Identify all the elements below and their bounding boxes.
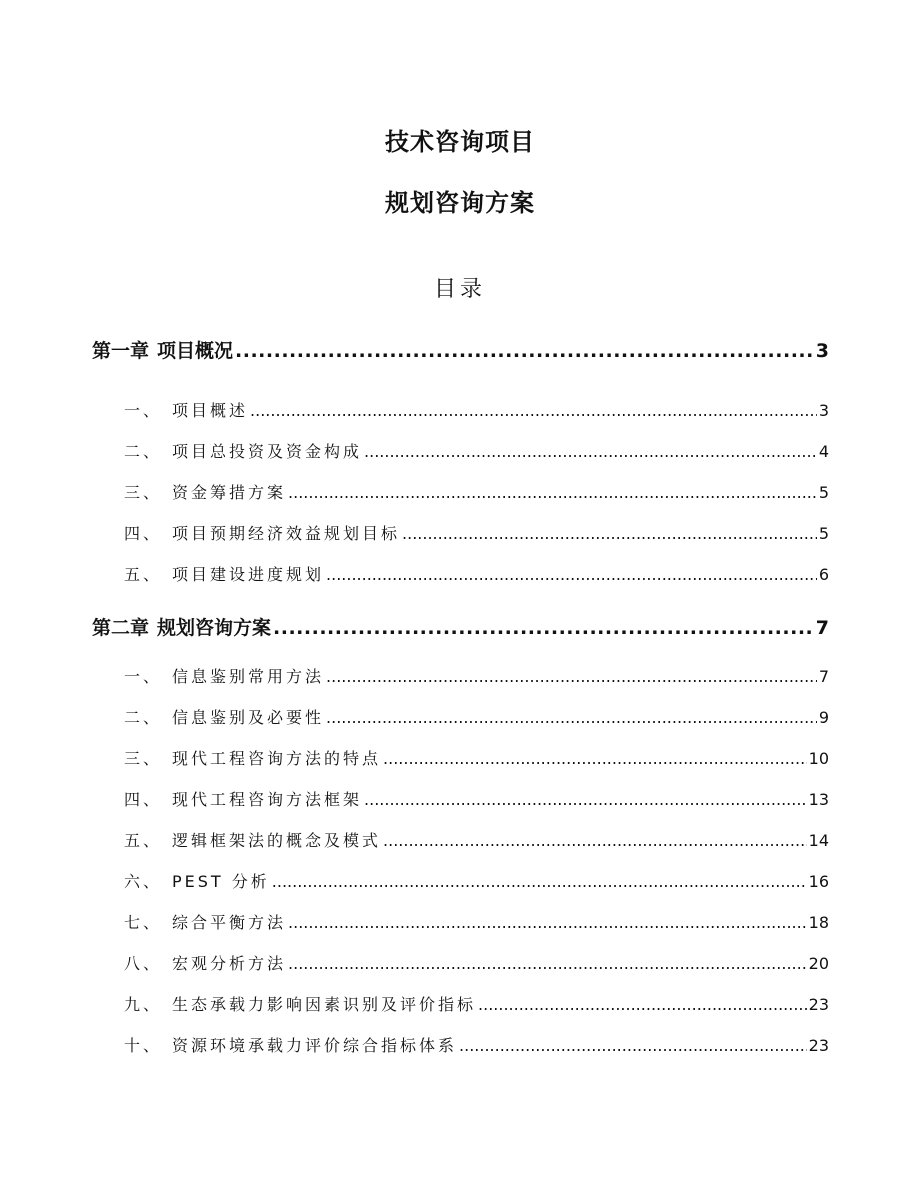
toc-dot-leader [273,617,814,639]
toc-entry-2-3[interactable] [124,746,829,769]
toc-entry-title: 现代工程咨询方法框架 [172,790,363,809]
document-title-line-2: 规划咨询方案 [385,189,535,217]
toc-entry-number: 八、 [124,954,163,973]
toc-entry-number: 三、 [124,483,163,502]
toc-entry-number: 五、 [124,565,163,584]
toc-dot-leader [326,708,817,727]
toc-entry-title: 资源环境承载力评价综合指标体系 [172,1036,458,1055]
toc-dot-leader [235,340,814,362]
toc-entry-title: 逻辑框架法的概念及模式 [172,831,382,850]
toc-entry-number: 二、 [124,708,163,727]
toc-entry-number: 十、 [124,1036,163,1055]
toc-entry-2-9[interactable] [124,992,829,1015]
toc-entry-title: PEST 分析 [172,872,270,891]
toc-dot-leader [383,831,807,850]
toc-entry-2-4[interactable] [124,787,829,810]
toc-entry-number: 三、 [124,749,163,768]
toc-page-number: 10 [808,749,829,768]
toc-entry-number: 四、 [124,524,163,543]
toc-page-number: 4 [818,442,829,461]
toc-entry-number: 五、 [124,831,163,850]
toc-chapter-title: 项目概况 [157,340,234,362]
toc-entry-number: 七、 [124,913,163,932]
toc-entry-number: 二、 [124,442,163,461]
toc-entry-title: 资金筹措方案 [172,483,287,502]
toc-dot-leader [326,565,817,584]
toc-entry-2-2[interactable] [124,705,829,728]
toc-page-number: 16 [808,872,829,891]
toc-entry-title: 现代工程咨询方法的特点 [172,749,382,768]
toc-entry-1-5[interactable] [124,562,829,585]
toc-chapter-number: 第二章 [92,617,150,639]
toc-entry-1-2[interactable] [124,439,829,462]
toc-page-number: 7 [818,667,829,686]
toc-entry-number: 六、 [124,872,163,891]
toc-page-number: 23 [808,995,829,1014]
toc-entry-2-7[interactable] [124,910,829,933]
toc-entry-number: 一、 [124,667,163,686]
toc-entry-title: 信息鉴别常用方法 [172,667,325,686]
toc-dot-leader [459,1036,807,1055]
toc-entry-title: 项目预期经济效益规划目标 [172,524,401,543]
toc-entry-1-4[interactable] [124,521,829,544]
toc-entry-title: 项目建设进度规划 [172,565,325,584]
toc-entry-2-8[interactable] [124,951,829,974]
toc-page-number: 3 [815,340,829,362]
toc-entry-title: 宏观分析方法 [172,954,287,973]
toc-dot-leader [326,667,817,686]
toc-page-number: 7 [815,617,829,639]
toc-entry-title: 生态承载力影响因素识别及评价指标 [172,995,477,1014]
toc-page-number: 5 [818,483,829,502]
toc-entry-number: 一、 [124,401,163,420]
document-title-line-1: 技术咨询项目 [385,128,535,156]
toc-entry-2-1[interactable] [124,664,829,687]
toc-dot-leader [288,483,817,502]
toc-entry-1-1[interactable] [124,398,829,421]
toc-dot-leader [364,442,817,461]
toc-entry-number: 四、 [124,790,163,809]
toc-dot-leader [383,749,807,768]
toc-entry-2-6[interactable] [124,869,829,892]
toc-dot-leader [250,401,817,420]
toc-page-number: 5 [818,524,829,543]
toc-dot-leader [364,790,807,809]
toc-page-number: 9 [818,708,829,727]
toc-chapter-number: 第一章 [92,340,150,362]
toc-page-number: 6 [818,565,829,584]
toc-entry-title: 项目概述 [172,401,249,420]
toc-page-number: 23 [808,1036,829,1055]
toc-page-number: 20 [808,954,829,973]
toc-page-number: 13 [808,790,829,809]
toc-entry-1-3[interactable] [124,480,829,503]
toc-entry-title: 项目总投资及资金构成 [172,442,363,461]
toc-page-number: 18 [808,913,829,932]
toc-dot-leader [288,913,807,932]
toc-dot-leader [402,524,817,543]
toc-heading: 目录 [433,277,486,302]
toc-entry-2-5[interactable] [124,828,829,851]
toc-entry-2-10[interactable] [124,1033,829,1056]
toc-entry-number: 九、 [124,995,163,1014]
toc-page-number: 14 [808,831,829,850]
toc-chapter-title: 规划咨询方案 [157,617,272,639]
toc-page-number: 3 [818,401,829,420]
toc-entry-title: 综合平衡方法 [172,913,287,932]
toc-dot-leader [272,872,807,891]
toc-chapter-1[interactable] [92,336,829,363]
toc-dot-leader [288,954,807,973]
toc-chapter-2[interactable] [92,613,829,640]
toc-entry-title: 信息鉴别及必要性 [172,708,325,727]
toc-dot-leader [478,995,807,1014]
